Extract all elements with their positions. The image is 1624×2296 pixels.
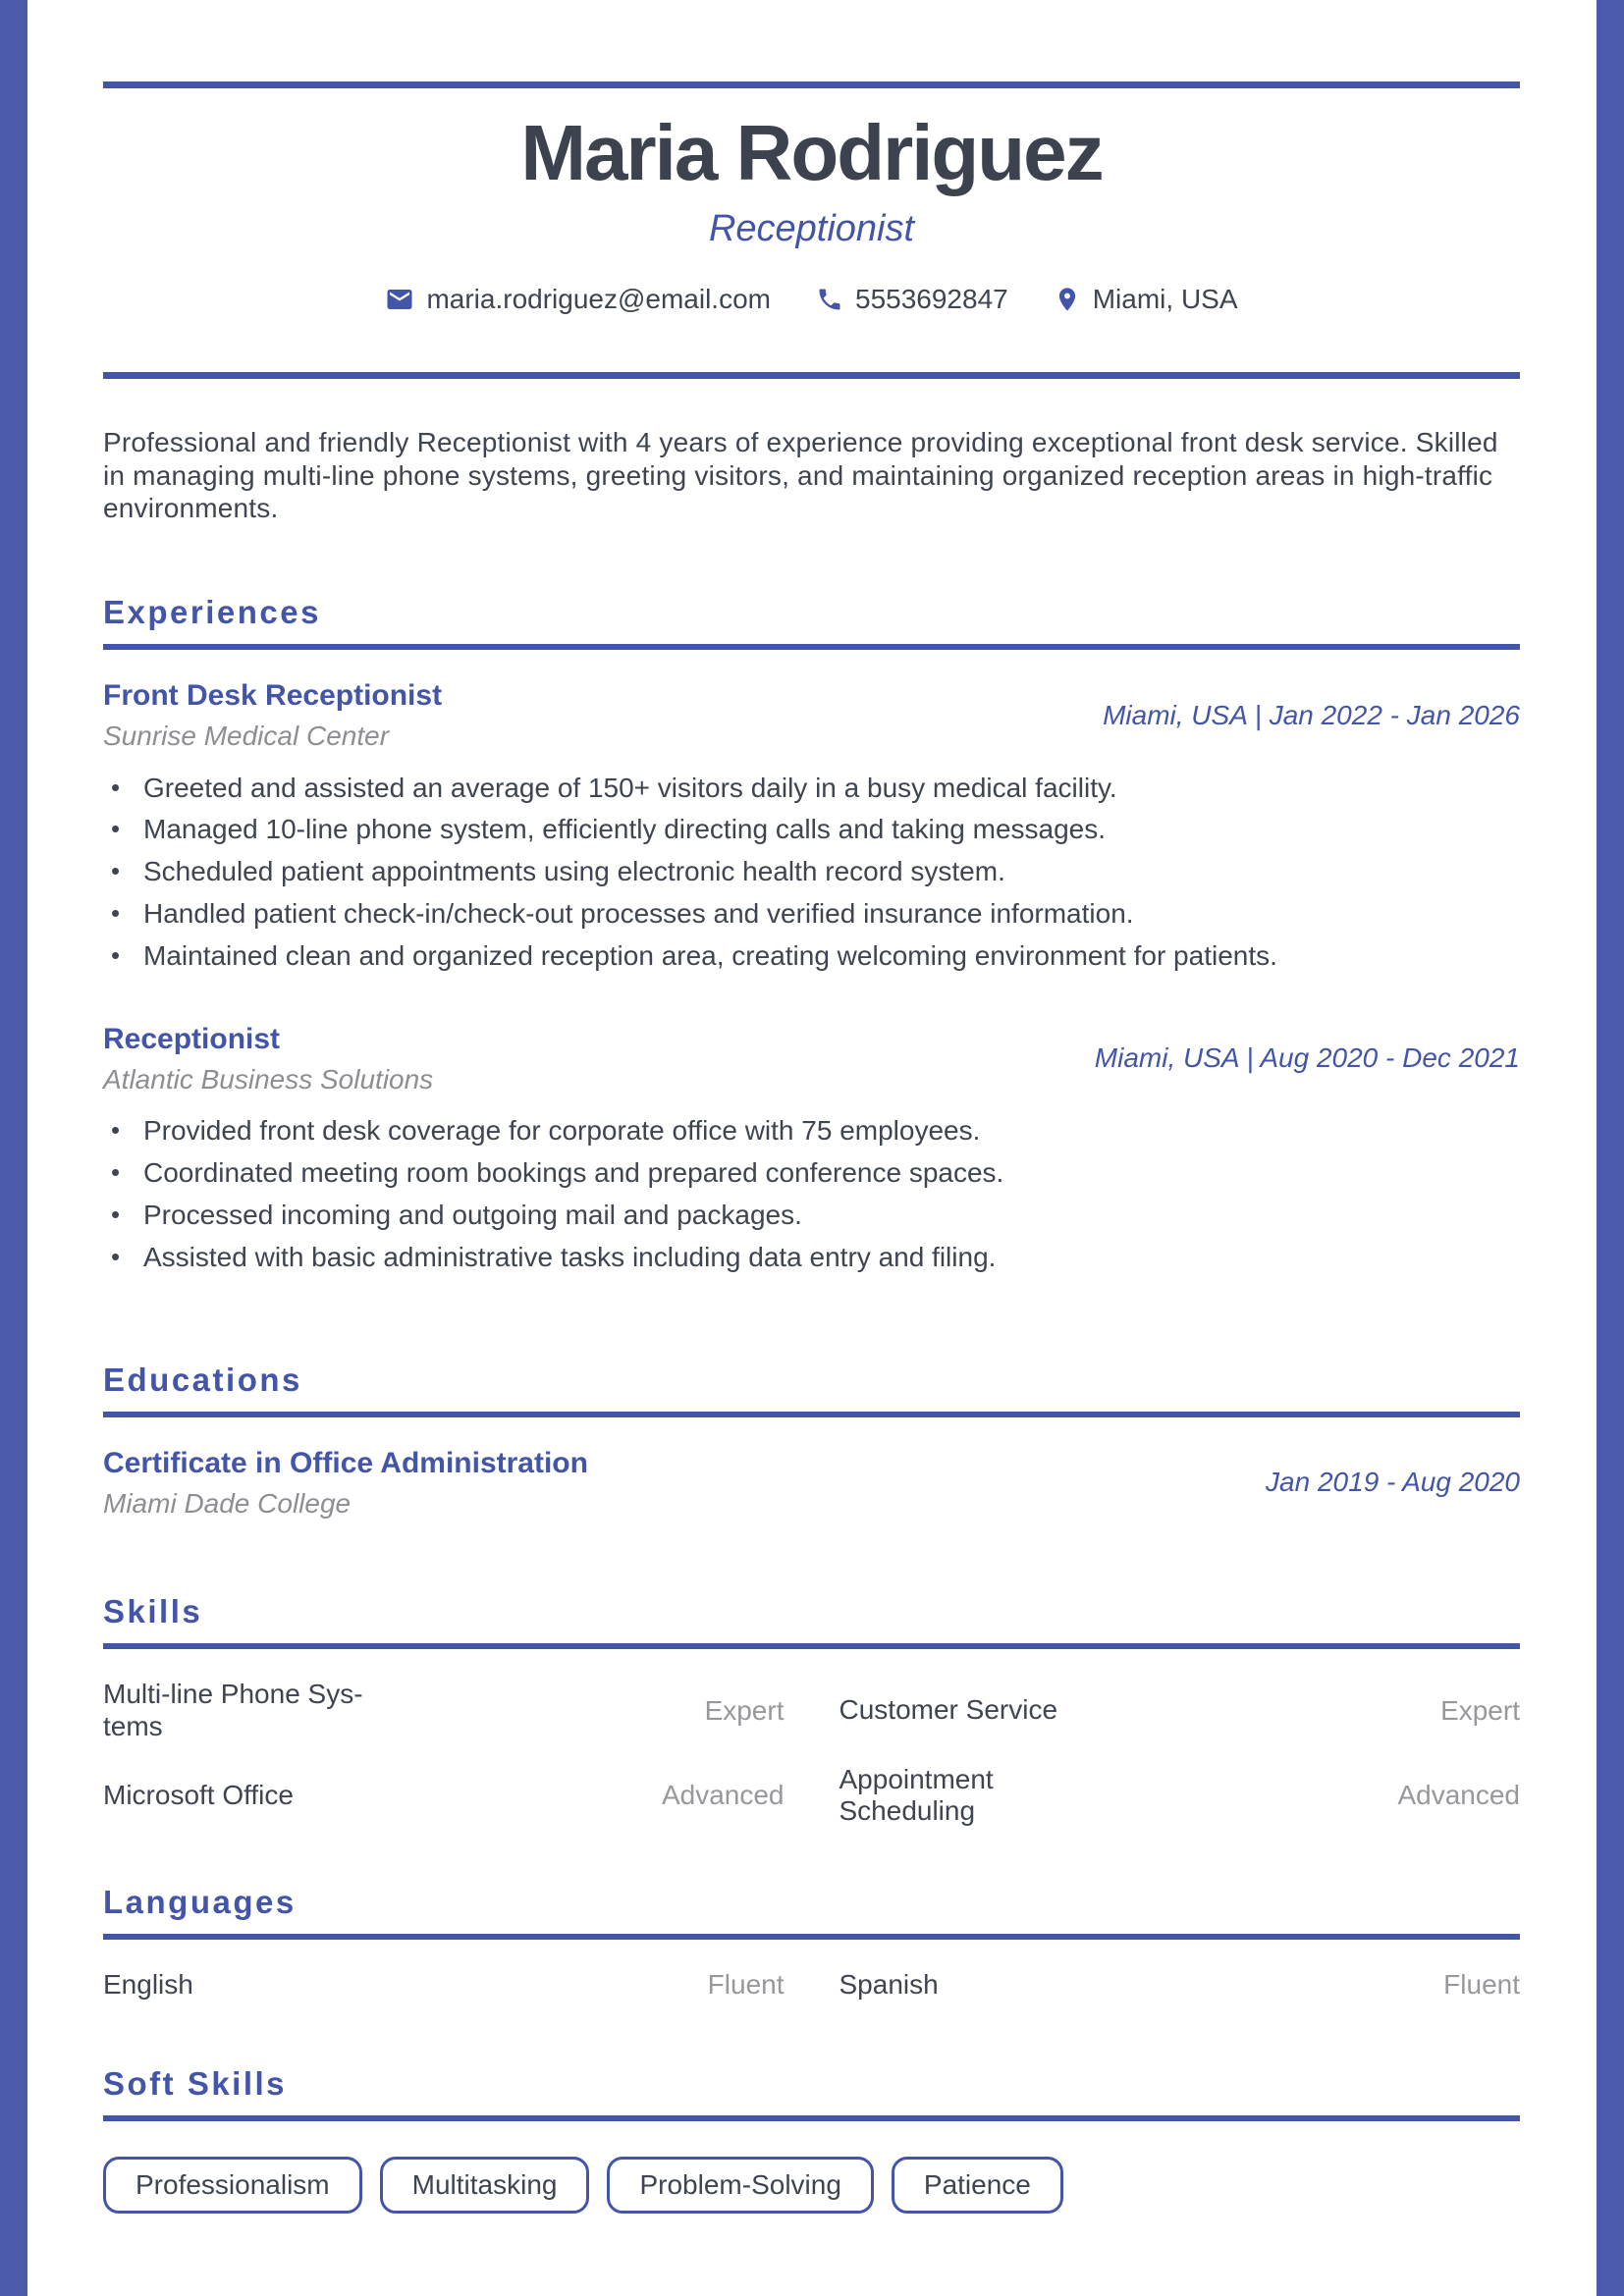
header-bottom-divider xyxy=(103,372,1520,379)
bullet-text: • Handled patient check-in/check-out processes and verified insurance information. xyxy=(143,897,1134,929)
soft-skill-tag: Patience xyxy=(892,2157,1063,2214)
skill-level: Advanced xyxy=(661,1779,785,1810)
person-job-title: Receptionist xyxy=(708,208,915,249)
bullet-text: • Maintained clean and organized reception area, creating welcoming environment for patients. xyxy=(143,939,1277,971)
section-languages xyxy=(103,1884,1520,2001)
job-bullet-item xyxy=(103,1158,1520,1189)
education-entry-header xyxy=(103,1447,1520,1520)
section-divider xyxy=(103,2115,1520,2121)
experience-entry-main xyxy=(103,679,1073,752)
skills-grid xyxy=(103,1679,1520,1827)
skill-row xyxy=(103,1679,785,1741)
section-soft-skills xyxy=(103,2065,1520,2214)
education-list xyxy=(103,1447,1520,1520)
skill-name: Microsoft Office xyxy=(103,1779,294,1810)
education-entry-main xyxy=(103,1447,1236,1520)
education-school: Miami Dade College xyxy=(103,1487,352,1519)
job-dates: Jan 2022 - Jan 2026 xyxy=(1269,699,1520,730)
job-bullet-item xyxy=(103,774,1520,804)
summary-text: Professional and friendly Receptionist with 4 years of experience providing exceptional front desk service. Skilled in managing multi-line phone systems, greeting visitors, and maintaining organized reception areas in high-traffic environments. xyxy=(103,427,1498,524)
job-bullets xyxy=(103,774,1520,972)
job-dates: Aug 2020 - Dec 2021 xyxy=(1260,1042,1520,1074)
header-top-divider xyxy=(103,81,1520,88)
job-location-dates xyxy=(1103,700,1520,731)
resume-header xyxy=(103,81,1520,379)
job-bullet-item xyxy=(103,815,1520,845)
section-experiences xyxy=(103,594,1520,1273)
contact-location xyxy=(1054,284,1238,315)
languages-section-title: Languages xyxy=(103,1884,297,1921)
bullet-text: • Provided front desk coverage for corporate office with 75 employees. xyxy=(143,1115,981,1147)
education-degree: Certificate in Office Administration xyxy=(103,1446,588,1479)
skill-level: Expert xyxy=(1440,1694,1520,1726)
job-role: Receptionist xyxy=(103,1022,281,1055)
skill-row xyxy=(839,1694,1521,1726)
phone-icon xyxy=(816,286,843,313)
bullet-text: • Assisted with basic administrative tasks including data entry and filing. xyxy=(143,1241,997,1272)
contact-email-text: maria.rodriguez@email.com xyxy=(426,284,771,314)
section-divider xyxy=(103,1412,1520,1417)
experience-entry-main xyxy=(103,1023,1065,1095)
skill-name: Appointment Scheduling xyxy=(839,1763,994,1826)
experience-entry-header xyxy=(103,679,1520,752)
education-dates: Jan 2019 - Aug 2020 xyxy=(1266,1467,1520,1498)
contact-location-text: Miami, USA xyxy=(1092,284,1238,314)
contact-phone xyxy=(816,284,1008,315)
job-bullets xyxy=(103,1116,1520,1272)
bullet-text: • Coordinated meeting room bookings and prepared conference spaces. xyxy=(143,1157,1004,1189)
skill-row xyxy=(103,1969,785,2001)
skill-level: Fluent xyxy=(707,1969,785,2001)
job-location-dates xyxy=(1095,1042,1520,1074)
person-name: Maria Rodriguez xyxy=(520,109,1103,196)
location-dates-separator: | xyxy=(1254,699,1262,730)
skill-name: Customer Service xyxy=(839,1694,1058,1726)
skill-row xyxy=(839,1969,1521,2001)
section-divider xyxy=(103,644,1520,650)
bullet-text: • Scheduled patient appointments using electronic health record system. xyxy=(143,856,1005,887)
skill-row xyxy=(839,1764,1521,1827)
skill-level: Fluent xyxy=(1443,1969,1520,2001)
soft-skills-section-title: Soft Skills xyxy=(103,2065,288,2103)
job-bullet-item xyxy=(103,1243,1520,1273)
soft-skill-tags xyxy=(103,2157,1520,2214)
experience-list xyxy=(103,679,1520,1273)
skill-level: Advanced xyxy=(1397,1779,1520,1810)
experience-entry xyxy=(103,1023,1520,1273)
skill-name: English xyxy=(103,1969,193,2001)
skills-section-title: Skills xyxy=(103,1593,203,1630)
skill-name: Spanish xyxy=(839,1969,939,2001)
job-bullet-item xyxy=(103,1116,1520,1147)
experiences-section-title: Experiences xyxy=(103,593,321,630)
section-skills xyxy=(103,1593,1520,1827)
job-bullet-item xyxy=(103,899,1520,930)
experience-entry xyxy=(103,679,1520,972)
soft-skill-tag: Multitasking xyxy=(380,2157,590,2214)
job-bullet-item xyxy=(103,941,1520,972)
section-divider xyxy=(103,1643,1520,1649)
job-company: Sunrise Medical Center xyxy=(103,720,390,751)
section-educations xyxy=(103,1362,1520,1520)
skill-name: Multi-line Phone Systems xyxy=(103,1679,363,1741)
location-dates-separator: | xyxy=(1246,1042,1254,1074)
bullet-text: • Processed incoming and outgoing mail and packages. xyxy=(143,1199,802,1230)
job-location: Miami, USA xyxy=(1103,699,1247,730)
soft-skill-tag: Professionalism xyxy=(103,2157,362,2214)
education-entry xyxy=(103,1447,1520,1520)
job-location: Miami, USA xyxy=(1094,1042,1239,1074)
location-icon xyxy=(1054,286,1081,313)
skill-level: Expert xyxy=(704,1694,785,1726)
email-icon xyxy=(385,285,414,314)
section-divider xyxy=(103,1934,1520,1940)
experience-entry-header xyxy=(103,1023,1520,1095)
languages-grid xyxy=(103,1969,1520,2001)
bullet-text: • Managed 10-line phone system, efficiently directing calls and taking messages. xyxy=(143,814,1107,845)
contact-phone-text: 5553692847 xyxy=(855,284,1008,314)
bullet-text: • Greeted and assisted an average of 150+ visitors daily in a busy medical facility. xyxy=(143,772,1117,803)
job-bullet-item xyxy=(103,1201,1520,1231)
job-company: Atlantic Business Solutions xyxy=(103,1063,434,1095)
skill-row xyxy=(103,1780,785,1811)
job-role: Front Desk Receptionist xyxy=(103,678,443,712)
educations-section-title: Educations xyxy=(103,1361,302,1398)
contact-row xyxy=(103,284,1520,315)
job-bullet-item xyxy=(103,857,1520,887)
contact-email xyxy=(385,284,771,315)
soft-skill-tag: Problem-Solving xyxy=(607,2157,873,2214)
